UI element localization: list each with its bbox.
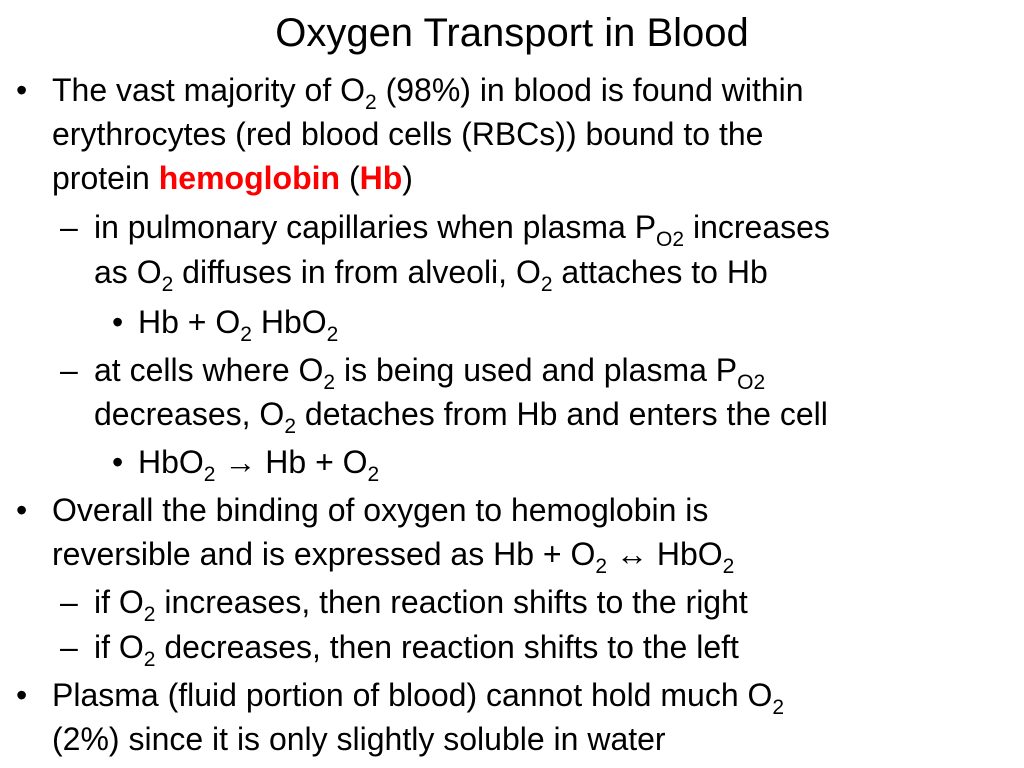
bullet-2-line-1: Overall the binding of oxygen to hemoglobin is xyxy=(52,492,709,528)
term-hb: Hb xyxy=(359,160,403,196)
bullet-marker: • xyxy=(16,492,28,528)
bullet-3-line-1: Plasma (fluid portion of blood) cannot hold much $O_2$ xyxy=(52,677,785,719)
reaction-binding: $Hb + O_2$ HbO$_2$ xyxy=(138,304,339,346)
bullet-1-line-2: erythrocytes (red blood cells (RBCs)) bound to the xyxy=(52,116,764,152)
sub-bullet-2-line-1: at cells where $O_2$ is being used and plasma $P_{O2}$ xyxy=(94,352,766,394)
sub-bullet-1-line-1: in pulmonary capillaries when plasma $P_{O2}$ increases xyxy=(94,209,830,251)
bullet-3-line-2: (2%) since it is only slightly soluble in water xyxy=(52,721,666,757)
bullet-marker: • xyxy=(16,72,28,108)
dash-marker: – xyxy=(60,584,78,620)
sub-bullet-4: if $O_2$ decreases, then reaction shifts to the left xyxy=(94,629,739,671)
bullet-1-line-3: protein hemoglobin (Hb) xyxy=(52,160,413,196)
sub-bullet-2-line-2: decreases, $O_2$ detaches from Hb and enters the cell xyxy=(94,396,828,438)
dash-marker: – xyxy=(60,352,78,388)
small-bullet-marker: • xyxy=(112,444,124,480)
term-hemoglobin: hemoglobin xyxy=(158,160,341,196)
reaction-release: $HbO_2 \to Hb + O_2$ xyxy=(138,444,380,486)
sub-bullet-1-line-2: as $O_2$ diffuses in from alveoli, $O_2$ attaches to Hb xyxy=(94,254,768,296)
bullet-1-line-1: The vast majority of $O_2$ (98%) in blood is found within xyxy=(52,72,804,114)
bullet-2-line-2: reversible and is expressed as $Hb + O_2$ ↔ HbO$_2$ xyxy=(52,536,735,578)
sub-bullet-3: if $O_2$ increases, then reaction shifts to the right xyxy=(94,584,748,626)
dash-marker: – xyxy=(60,629,78,665)
dash-marker: – xyxy=(60,209,78,245)
slide-title: Oxygen Transport in Blood xyxy=(275,11,749,55)
small-bullet-marker: • xyxy=(112,304,124,340)
bullet-marker: • xyxy=(16,677,28,713)
